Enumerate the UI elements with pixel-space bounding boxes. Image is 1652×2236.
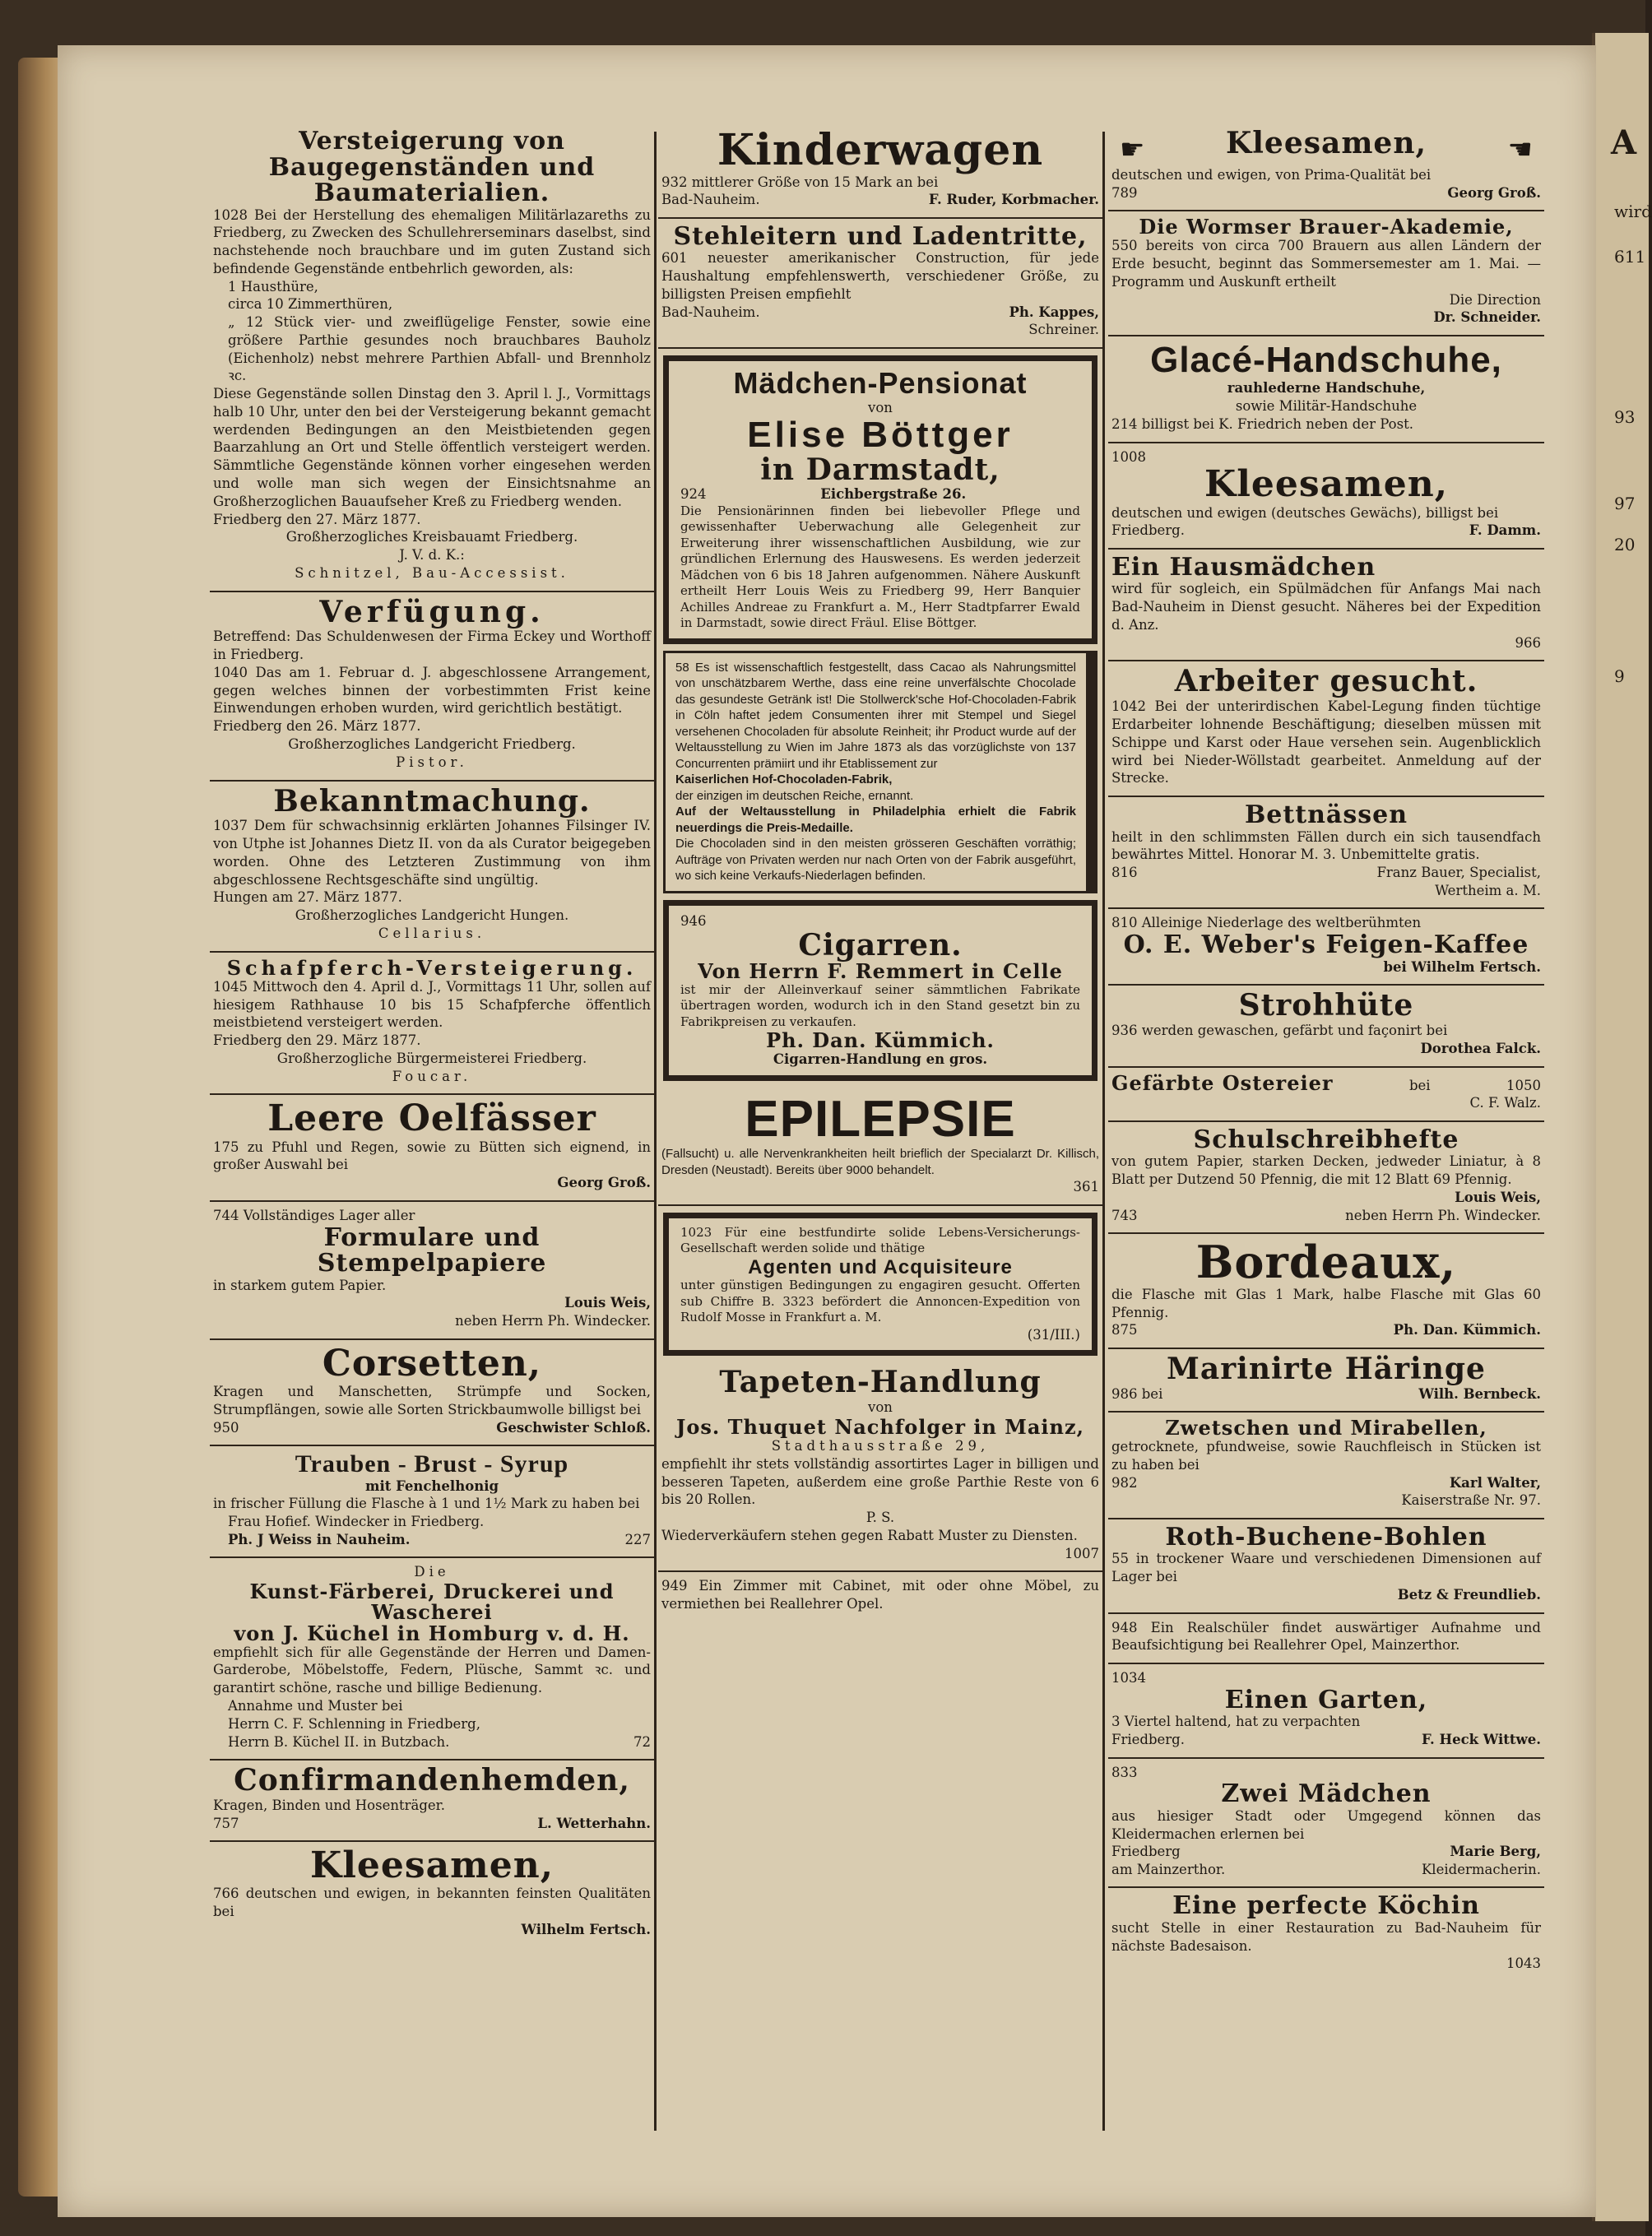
- ad-body: der einzigen im deutschen Reiche, ernannt.: [675, 788, 914, 803]
- ad-title: Trauben - Brust - Syrup: [295, 1450, 569, 1478]
- ad-number: 875: [1111, 1322, 1138, 1338]
- ad-body: empfiehlt sich für alle Gegenstände der Herren und Damen-Garderobe, Möbelstoffe, Federn, Plüsche, Sammt ꝛc. und garantirt schöne, rasche und billige Bedienung.: [213, 1644, 651, 1696]
- ad-body: 550 bereits von circa 700 Brauern aus allen Ländern der Erde besucht, beginnt das Sommersemester am 1. Mai. — Programm und Auskunft ertheilt: [1111, 238, 1541, 290]
- ad-title: Verfügung.: [319, 594, 545, 629]
- ad-city: in Darmstadt,: [760, 452, 1000, 487]
- ad-bold: Kaiserlichen Hof-Chocoladen-Fabrik,: [675, 772, 893, 787]
- ad-body: 949 Ein Zimmer mit Cabinet, mit oder ohne Möbel, zu vermiethen bei Reallehrer Opel.: [661, 1578, 1099, 1612]
- ad-number: 1050: [1506, 1077, 1541, 1093]
- ad-number: 789: [1111, 184, 1138, 201]
- ad-pre: Die: [414, 1564, 450, 1580]
- ad-signature: Cigarren-Handlung en gros.: [773, 1051, 988, 1068]
- ad-subtitle: rauhlederne Handschuhe,: [1227, 380, 1426, 397]
- ad-number: 946: [680, 912, 707, 929]
- ad-kleesamen-damm: [1108, 443, 1544, 550]
- ad-title: Jos. Thuquet Nachfolger in Mainz,: [676, 1414, 1084, 1439]
- ad-confirmandenhemden: [210, 1761, 654, 1842]
- ad-title: Stehleitern und Ladentritte,: [673, 221, 1088, 251]
- ad-cigarren: [663, 900, 1097, 1081]
- ad-number: 816: [1111, 865, 1138, 881]
- ad-formulare: [210, 1202, 654, 1340]
- ad-number: 757: [213, 1815, 239, 1831]
- ad-body: Die Pensionärinnen finden bei liebevoller Pflege und gewissenhafter Ueberwachung alle Gelegenheit zur Erweiterung ihrer wissenschaftlichen Ausbildung, wie zur gründlichen Erlernung des Hauswesens. Es werden jederzeit Mädchen von 6 bis 18 Jahren aufgenommen. Nähere Auskunft ertheilt Herr Louis Weis zu Friedberg 99, Herr Banquier Achilles Andreae zu Frankfurt a. M., Herr Stadtpfarrer Ewald in Darmstadt, sowie direct Fräul. Elise Böttger.: [680, 503, 1080, 631]
- column-right: [1108, 123, 1544, 2147]
- ad-authority: Großherzogliches Landgericht Friedberg.: [288, 735, 576, 752]
- ad-title: Arbeiter gesucht.: [1174, 664, 1478, 699]
- ad-signature: bei Wilhelm Fertsch.: [1383, 958, 1541, 975]
- ad-signature: Wertheim a. M.: [1435, 882, 1541, 898]
- ad-title: Roth-Buchene-Bohlen: [1165, 1522, 1487, 1552]
- ad-signature: neben Herrn Ph. Windecker.: [1345, 1207, 1541, 1223]
- column-rule: [654, 132, 657, 2131]
- ad-line: Die Direction: [1449, 291, 1541, 308]
- ad-body: unter günstigen Bedingungen zu engagiren gesucht. Offerten sub Chiffre B. 3323 befördert die Annoncen-Expedition von Rudolf Mosse in Frankfurt a. M.: [680, 1278, 1080, 1325]
- ad-line: Friedberg.: [1111, 1732, 1185, 1748]
- ad-pre: 744 Vollständiges Lager aller: [213, 1207, 415, 1223]
- pointing-hand-left-icon: ☛: [1120, 133, 1145, 166]
- ad-signature: Louis Weis,: [564, 1295, 651, 1311]
- ad-title: Zwei Mädchen: [1221, 1779, 1432, 1809]
- ad-corsetten: [210, 1340, 654, 1446]
- ad-line: Friedberg.: [1111, 522, 1185, 539]
- ad-signature: F. Damm.: [1469, 522, 1541, 539]
- ad-signature: L. Wetterhahn.: [537, 1815, 651, 1831]
- ad-number: (31/III.): [1027, 1326, 1080, 1343]
- ad-agenten: [663, 1213, 1097, 1356]
- ad-signature: Karl Walter,: [1449, 1474, 1541, 1491]
- ad-body: Die Chocoladen sind in den meisten grösseren Geschäften vorräthig; Aufträge von Privaten werden nur nach Orten von der Fabrik ausgeführt, wo sich keine Verkaufs-Niederlagen befinden.: [675, 837, 1076, 884]
- ad-title: Formulare und Stempelpapiere: [317, 1222, 547, 1278]
- ad-title: Bordeaux,: [1195, 1236, 1457, 1289]
- facing-page-text: 97: [1614, 494, 1636, 513]
- ad-number: 1034: [1111, 1670, 1146, 1686]
- ad-bohlen: [1108, 1519, 1544, 1614]
- ad-number: 1008: [1111, 448, 1146, 465]
- ad-title: Schulschreibhefte: [1193, 1125, 1459, 1154]
- ad-number: 227: [624, 1531, 651, 1547]
- ad-line: „ 12 Stück vier- und zweiflügelige Fenster, sowie eine größere Parthie gesundes noch brauchbares Bauholz (Eichenholz) nebst mehrere Parthien Abfall- und Brennholz ꝛc.: [228, 314, 651, 384]
- ad-ostereier: [1108, 1068, 1544, 1122]
- ad-title: Confirmandenhemden,: [234, 1762, 630, 1798]
- facing-page-text: wird: [1614, 202, 1652, 221]
- ad-body: in starkem gutem Papier.: [213, 1277, 387, 1293]
- ad-body: 1042 Bei der unterirdischen Kabel-Legung finden tüchtige Erdarbeiter lohnende Beschäftigung; dieselben müssen mit Schippe und Karst oder Haue versehen sein. Augenblicklich wird bei Nieder-Wöllstadt gearbeitet. Anmeldung auf der Strecke.: [1111, 698, 1541, 786]
- ad-maedchen-pensionat: [663, 355, 1097, 644]
- ad-body: 766 deutschen und ewigen, in bekannten feinsten Qualitäten bei: [213, 1886, 651, 1919]
- ad-body: deutschen und ewigen, von Prima-Qualität bei: [1111, 167, 1432, 183]
- ad-signature: Betz & Freundlieb.: [1397, 1586, 1541, 1603]
- ad-line: Annahme und Muster bei: [228, 1698, 403, 1714]
- ad-title: Schafpferch-Versteigerung.: [226, 955, 638, 980]
- ad-line: Bad-Nauheim.: [661, 192, 760, 208]
- ad-title: Kleesamen,: [309, 1844, 555, 1886]
- ad-signature: Wilhelm Fertsch.: [521, 1921, 651, 1937]
- ad-body: Kragen und Manschetten, Strümpfe und Socken, Strumpflängen, sowie alle Sorten Strickbaumwolle billigst bei: [213, 1384, 651, 1417]
- ad-signature: Dr. Schneider.: [1433, 309, 1541, 326]
- ad-arbeiter-gesucht: [1108, 661, 1544, 797]
- ad-title: Cigarren.: [798, 927, 963, 963]
- ad-signature: Georg Groß.: [557, 1175, 651, 1191]
- ad-date: Hungen am 27. März 1877.: [213, 889, 402, 906]
- ad-body: deutschen und ewigen (deutsches Gewächs), billigst bei: [1111, 504, 1499, 521]
- pointing-hand-right-icon: ☚: [1507, 133, 1533, 166]
- ad-date: Friedberg den 27. März 1877.: [213, 511, 421, 527]
- ad-number: 1007: [1065, 1545, 1099, 1561]
- ad-line: am Mainzerthor.: [1111, 1861, 1226, 1877]
- ad-body: 936 werden gewaschen, gefärbt und façonirt bei: [1111, 1023, 1448, 1039]
- ad-title: Bettnässen: [1244, 800, 1408, 830]
- ad-signature: Kaiserstraße Nr. 97.: [1401, 1492, 1541, 1509]
- ad-number: 966: [1515, 634, 1541, 651]
- ad-body: getrocknete, pfundweise, sowie Rauchfleisch in Stücken ist zu haben bei: [1111, 1439, 1541, 1473]
- ad-body: in frischer Füllung die Flasche à 1 und 1½ Mark zu haben bei: [213, 1496, 640, 1512]
- facing-page-text: 20: [1614, 535, 1636, 554]
- ad-ps: P. S.: [865, 1510, 895, 1526]
- ad-authority: Großherzogliches Kreisbauamt Friedberg.: [285, 529, 578, 545]
- ad-signature: Franz Bauer, Specialist,: [1376, 865, 1541, 881]
- facing-page-text: 93: [1614, 407, 1636, 427]
- ad-body: ist mir der Alleinverkauf seiner sämmtlichen Fabrikate übertragen worden, wodurch ich in den Stand gesetzt bin zu Fabrikpreisen zu verkaufen.: [680, 981, 1080, 1029]
- ad-title: Corsetten,: [322, 1342, 542, 1385]
- ad-title: Ein Hausmädchen: [1111, 552, 1376, 582]
- ad-body: von gutem Papier, starken Decken, jedweder Liniatur, à 8 Blatt per Dutzend 50 Pfennig, die mit 12 Blatt 69 Pfennig.: [1111, 1153, 1541, 1188]
- ad-signature: Kleidermacherin.: [1421, 1861, 1541, 1877]
- ad-line: Herrn B. Küchel II. in Butzbach.: [228, 1733, 450, 1750]
- ad-authority: Großherzogliche Bürgermeisterei Friedberg.: [276, 1050, 587, 1066]
- ad-body: 1045 Mittwoch den 4. April d. J., Vormittags 11 Uhr, sollen auf hiesigem Rathhause 10 bis 15 Schafpferche öffentlich meistbietend versteigert werden.: [213, 978, 651, 1031]
- ad-title: Bekanntmachung.: [273, 783, 591, 819]
- ad-signature: neben Herrn Ph. Windecker.: [455, 1313, 651, 1329]
- ad-number: 72: [633, 1733, 651, 1750]
- ad-title: Zwetschen und Mirabellen,: [1165, 1415, 1487, 1440]
- ad-title: Tapeten-Handlung: [719, 1365, 1042, 1400]
- ad-title: Marinirte Häringe: [1167, 1351, 1486, 1386]
- ad-body: 1023 Für eine bestfundirte solide Lebens-Versicherungs-Gesellschaft werden solide und thätige: [680, 1224, 1080, 1256]
- ad-number: 924: [680, 486, 707, 503]
- ad-body: 932 mittlerer Größe von 15 Mark an bei: [661, 174, 939, 190]
- ad-signature: F. Ruder, Korbmacher.: [928, 192, 1099, 208]
- ad-title: Gefärbte Ostereier: [1111, 1070, 1334, 1095]
- ad-schafpferch: [210, 953, 654, 1096]
- ad-bei: bei: [1408, 1077, 1431, 1093]
- ad-body: 214 billigst bei K. Friedrich neben der Post.: [1111, 415, 1413, 432]
- ad-kleesamen-gross: [1108, 123, 1544, 211]
- column-left: [210, 123, 654, 2147]
- ad-title: Die Wormser Brauer-Akademie,: [1139, 215, 1514, 239]
- ad-von: von: [868, 1399, 893, 1416]
- ad-body: 948 Ein Realschüler findet auswärtiger Aufnahme und Beaufsichtigung bei Reallehrer Opel, Mainzerthor.: [1111, 1619, 1541, 1654]
- ad-body: wird für sogleich, ein Spülmädchen für Anfangs Mai nach Bad-Nauheim in Dienst gesucht. Näheres bei der Expedition d. Anz.: [1111, 581, 1541, 633]
- ad-signature: Pistor.: [396, 754, 468, 770]
- ad-brauer-akademie: [1108, 211, 1544, 336]
- ad-authority: Großherzogliches Landgericht Hungen.: [295, 907, 569, 924]
- ad-signature: Cellarius.: [378, 925, 486, 941]
- ad-signature: Schreiner.: [1028, 322, 1099, 338]
- ad-title: Kunst-Färberei, Druckerei und Wascherei: [249, 1580, 615, 1625]
- ad-line: 1 Hausthüre,: [228, 278, 318, 295]
- ad-hausmaedchen: [1108, 550, 1544, 662]
- ad-title: Strohhüte: [1238, 988, 1414, 1023]
- ad-haeringe: [1108, 1349, 1544, 1413]
- ad-signature: Dorothea Falck.: [1420, 1040, 1541, 1056]
- ad-title: Von Herrn F. Remmert in Celle: [698, 959, 1063, 984]
- ad-versteigerung: [210, 123, 654, 592]
- ad-title: Kinderwagen: [717, 125, 1044, 175]
- ad-number: 361: [1073, 1179, 1099, 1195]
- ad-body: 601 neuester amerikanischer Construction, für jede Haushaltung empfehlenswerth, verschiedener Größe, zu billigsten Preisen empfiehlt: [661, 250, 1099, 302]
- ad-line: Ph. J Weiss in Nauheim.: [228, 1531, 411, 1547]
- ad-body: empfiehlt ihr stets vollständig assortirtes Lager in billigen und besseren Tapeten, außerdem eine große Parthie Reste von 6 bis 20 Rollen.: [661, 1455, 1099, 1508]
- ad-signature: Foucar.: [392, 1068, 472, 1084]
- ad-body: Diese Gegenstände sollen Dinstag den 3. April l. J., Vormittags halb 10 Uhr, unter den bei der Versteigerung bekannt gemacht werdenden Bedingungen an den Meistbietenden gegen Baarzahlung an Ort und Stelle öffentlich versteigert werden. Sämmtliche Gegenstände können vorher eingesehen werden und wolle man sich wegen der Einsichtsnahme an Großherzoglichen Bauaufseher Kreß zu Friedberg wenden.: [213, 386, 651, 509]
- ad-title: Kleesamen,: [1204, 463, 1449, 506]
- ad-schulschreibhefte: [1108, 1122, 1544, 1234]
- ad-body: (Fallsucht) u. alle Nervenkrankheiten heilt brieflich der Specialarzt Dr. Killisch, Dresden (Neustadt). Bereits über 9000 behandelt.: [661, 1147, 1099, 1177]
- ad-line: Herrn C. F. Schlenning in Friedberg,: [228, 1715, 480, 1732]
- ad-kinderwagen: [658, 123, 1102, 219]
- ad-address: Stadthausstraße 29,: [771, 1438, 990, 1454]
- ad-title: Glacé-Handschuhe,: [1150, 340, 1502, 381]
- ad-body: Betreffend: Das Schuldenwesen der Firma Eckey und Worthoff in Friedberg.: [213, 629, 651, 663]
- ad-signature: Marie Berg,: [1450, 1844, 1541, 1860]
- ad-line: circa 10 Zimmerthüren,: [228, 296, 393, 313]
- ad-date: Friedberg den 29. März 1877.: [213, 1032, 421, 1049]
- ad-title: Einen Garten,: [1224, 1685, 1428, 1714]
- ad-number: 743: [1111, 1207, 1138, 1223]
- ad-signature: Geschwister Schloß.: [496, 1419, 651, 1436]
- ad-pre: 810 Alleinige Niederlage des weltberühmten: [1111, 915, 1422, 931]
- ad-body: 1040 Das am 1. Februar d. J. abgeschlossene Arrangement, gegen welches binnen der vorbestimmten Frist keine Einwendungen erhoben wurden, wird gerichtlich bestätigt.: [213, 664, 651, 717]
- ad-subtitle: sowie Militär-Handschuhe: [1235, 398, 1418, 415]
- ad-body: 1028 Bei der Herstellung des ehemaligen Militärlazareths zu Friedberg, zu Zwecken des Schullehrerseminars daselbst, sind nachstehende noch brauchbare und im guten Zustand sich befindende Gegenstände entbehrlich geworden, als:: [213, 206, 651, 276]
- ad-number: 950: [213, 1419, 239, 1436]
- ad-body: 58 Es ist wissenschaftlich festgestellt, dass Cacao als Nahrungsmittel von unschätzbarem Werthe, dass eine reine unverfälschte Chocolade das gesundeste Getränk ist! Die Stollwerck'sche Hof-Chocoladen-Fabrik in Cöln haftet jedem Consumenten ihrer mit Stempel und Siegel versehenen Chocoladen für absolute Reinheit; ihr Product wurde auf der Weltausstellung zu Wien im Jahre 1873 als das vorzüglichste von 137 Concurrenten prämiirt und ihr Etablissement zur: [675, 660, 1076, 771]
- ad-garten: [1108, 1664, 1544, 1758]
- ad-title: von J. Küchel in Homburg v. d. H.: [234, 1621, 630, 1645]
- ad-authority: J. V. d. K.:: [399, 547, 465, 564]
- facing-page: [1592, 33, 1649, 2221]
- ad-bordeaux: [1108, 1234, 1544, 1349]
- ad-feigen-kaffee: [1108, 909, 1544, 986]
- ad-epilepsie: [658, 1088, 1102, 1206]
- column-middle: [658, 123, 1102, 2147]
- ad-address: Eichbergstraße 26.: [820, 486, 967, 503]
- ad-body: 986 bei: [1111, 1385, 1163, 1402]
- ad-body: 55 in trockener Waare und verschiedenen Dimensionen auf Lager bei: [1111, 1551, 1541, 1585]
- ad-title: Kleesamen,: [1225, 126, 1427, 160]
- ad-brust-syrup: [210, 1446, 654, 1558]
- ad-signature: Ph. Dan. Kümmich.: [766, 1028, 995, 1053]
- ad-signature: Ph. Dan. Kümmich.: [1393, 1322, 1541, 1338]
- ad-signature: C. F. Walz.: [1469, 1095, 1541, 1111]
- ad-line: Frau Hofief. Windecker in Friedberg.: [228, 1514, 485, 1530]
- ad-body: Wiederverkäufern stehen gegen Rabatt Muster zu Diensten.: [661, 1527, 1078, 1543]
- ad-line: Bad-Nauheim.: [661, 304, 760, 320]
- ad-body: die Flasche mit Glas 1 Mark, halbe Flasche mit Glas 60 Pfennig.: [1111, 1286, 1541, 1320]
- ad-number: 833: [1111, 1764, 1138, 1780]
- ad-date: Friedberg den 26. März 1877.: [213, 718, 421, 735]
- ad-body: Kragen, Binden und Hosenträger.: [213, 1797, 445, 1813]
- ad-bettnaessen: [1108, 797, 1544, 909]
- ad-number: 982: [1111, 1474, 1138, 1491]
- facing-page-text: 9: [1614, 666, 1625, 686]
- ad-body: aus hiesiger Stadt oder Umgegend können das Kleidermachen erlernen bei: [1111, 1807, 1541, 1842]
- ad-title: Eine perfecte Köchin: [1172, 1891, 1480, 1921]
- ad-verfuegung: [210, 592, 654, 782]
- ad-realschueler: [1108, 1614, 1544, 1665]
- ad-kunstfaerberei: [210, 1558, 654, 1761]
- ad-koechin: [1108, 1888, 1544, 1981]
- column-rule: [1102, 132, 1105, 2131]
- ad-stollwerck: [663, 651, 1097, 893]
- ad-title: Leere Oelfässer: [267, 1097, 596, 1140]
- ad-oelfaesser: [210, 1095, 654, 1201]
- ad-title: Agenten und Acquisiteure: [748, 1255, 1013, 1278]
- ad-signature: Louis Weis,: [1455, 1189, 1541, 1205]
- ad-signature: F. Heck Wittwe.: [1421, 1732, 1541, 1748]
- ad-zwei-maedchen: [1108, 1759, 1544, 1889]
- ad-title: O. E. Weber's Feigen-Kaffee: [1123, 930, 1529, 960]
- ad-zwetschen: [1108, 1413, 1544, 1519]
- ad-zimmer: [658, 1572, 1102, 1621]
- ad-body: 1037 Dem für schwachsinnig erklärten Johannes Filsinger IV. von Utphe ist Johannes Dietz II. von da als Curator beigegeben worden. Ohne des Letzteren Zustimmung von ihm abgeschlossene Rechtsgeschäfte sind ungültig.: [213, 818, 651, 888]
- facing-page-text: A: [1611, 123, 1637, 162]
- ad-tapeten: [658, 1362, 1102, 1572]
- ad-title: Mädchen-Pensionat: [733, 365, 1028, 400]
- ad-von: von: [868, 399, 893, 415]
- ad-body: 175 zu Pfuhl und Regen, sowie zu Bütten sich eignend, in großer Auswahl bei: [213, 1139, 651, 1173]
- facing-page-text: 611: [1614, 247, 1646, 267]
- ad-number: 1043: [1506, 1955, 1541, 1972]
- ad-signature: Schnitzel, Bau-Accessist.: [295, 564, 569, 581]
- ad-body: sucht Stelle in einer Restauration zu Bad-Nauheim für nächste Badesaison.: [1111, 1919, 1541, 1954]
- ad-signature: Wilh. Bernbeck.: [1418, 1385, 1541, 1402]
- ad-name: Elise Böttger: [747, 415, 1014, 456]
- ad-signature: Georg Groß.: [1447, 184, 1541, 201]
- ad-line: Friedberg: [1111, 1844, 1181, 1860]
- ad-title: EPILEPSIE: [745, 1090, 1016, 1148]
- ad-glace-handschuhe: [1108, 336, 1544, 443]
- ad-title: Versteigerung von Baugegenständen und Baumaterialien.: [268, 127, 596, 207]
- ad-signature: Ph. Kappes,: [1009, 304, 1099, 320]
- ad-subtitle: mit Fenchelhonig: [364, 1478, 499, 1494]
- ad-body: heilt in den schlimmsten Fällen durch ein sich tausendfach bewährtes Mittel. Honorar M. 3. Unbemittelte gratis.: [1111, 828, 1541, 863]
- ad-strohhuete: [1108, 986, 1544, 1067]
- ad-kleesamen-fertsch: [210, 1842, 654, 1946]
- ad-bold: Auf der Weltausstellung in Philadelphia erhielt die Fabrik neuerdings die Preis-Medaille.: [675, 805, 1076, 835]
- ad-stehleitern: [658, 219, 1102, 349]
- ad-bekanntmachung: [210, 782, 654, 953]
- ad-body: 3 Viertel haltend, hat zu verpachten: [1111, 1714, 1361, 1730]
